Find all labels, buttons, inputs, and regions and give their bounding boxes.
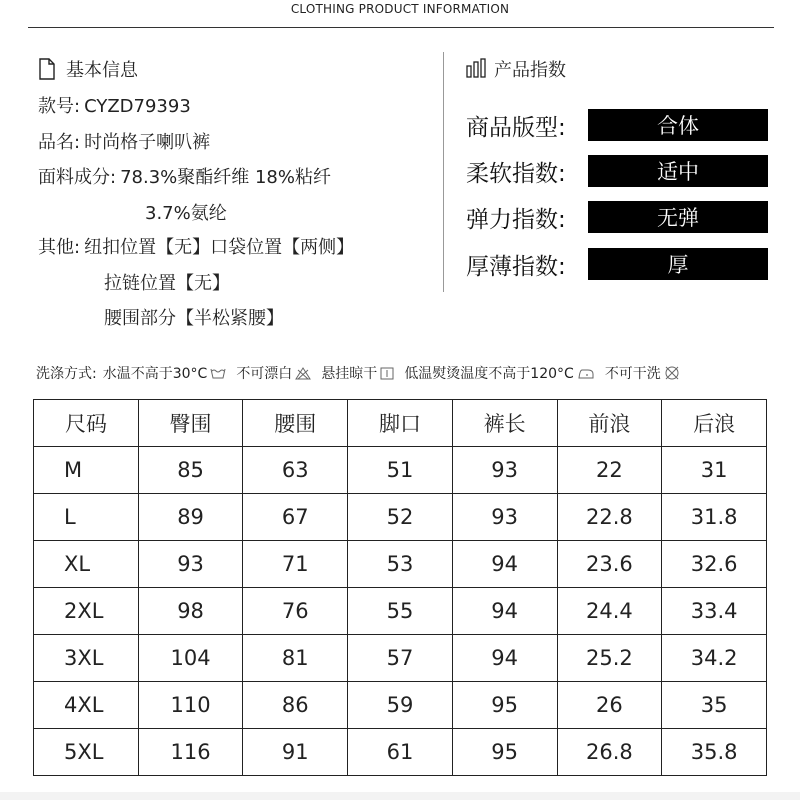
table-cell: M xyxy=(34,447,139,494)
product-index-heading xyxy=(466,55,566,83)
column-header: 脚口 xyxy=(348,400,453,447)
table-cell: 94 xyxy=(452,635,557,682)
wash-tub-icon xyxy=(210,367,226,379)
table-cell: 86 xyxy=(243,682,348,729)
table-cell: 22 xyxy=(557,447,662,494)
table-cell: 116 xyxy=(138,729,243,776)
table-cell: 71 xyxy=(243,541,348,588)
wash-label: 洗涤方式: xyxy=(36,366,97,382)
info-row-style-no: 款号: CYZD79393 xyxy=(38,96,191,117)
table-cell: 94 xyxy=(452,541,557,588)
table-cell: 57 xyxy=(348,635,453,682)
wash-item-no-bleach: 不可漂白 xyxy=(236,363,311,383)
table-cell: 33.4 xyxy=(662,588,767,635)
table-cell: 51 xyxy=(348,447,453,494)
section-divider xyxy=(443,52,444,292)
table-row xyxy=(34,447,767,494)
index-row-thickness: 厚薄指数: 厚 xyxy=(466,248,768,280)
table-cell: 5XL xyxy=(34,729,139,776)
index-row-softness: 柔软指数: 适中 xyxy=(466,155,768,187)
index-value-thickness: 厚 xyxy=(588,248,768,280)
product-index-section xyxy=(466,55,699,280)
info-row-fabric: 面料成分: 78.3%聚酯纤维 18%粘纤 xyxy=(38,167,331,188)
table-cell: 95 xyxy=(452,682,557,729)
table-cell: 89 xyxy=(138,494,243,541)
table-cell: 104 xyxy=(138,635,243,682)
table-cell: 76 xyxy=(243,588,348,635)
table-cell: 53 xyxy=(348,541,453,588)
bottom-strip xyxy=(0,792,800,800)
index-row-elasticity: 弹力指数: 无弹 xyxy=(466,201,768,233)
table-cell: 55 xyxy=(348,588,453,635)
table-cell: 93 xyxy=(138,541,243,588)
column-header: 裤长 xyxy=(452,400,557,447)
header-divider xyxy=(28,27,774,28)
table-cell: 25.2 xyxy=(557,635,662,682)
table-cell: 24.4 xyxy=(557,588,662,635)
info-row-fabric-cont: 3.7%氨纶 xyxy=(145,203,227,224)
table-cell: 67 xyxy=(243,494,348,541)
table-cell: 63 xyxy=(243,447,348,494)
info-row-name: 品名: 时尚格子喇叭裤 xyxy=(38,132,211,153)
table-row xyxy=(34,682,767,729)
wash-item-iron: 低温熨烫温度不高于120°C xyxy=(404,363,595,383)
page-title: CLOTHING PRODUCT INFORMATION xyxy=(290,2,510,16)
table-cell: 34.2 xyxy=(662,635,767,682)
table-cell: 32.6 xyxy=(662,541,767,588)
table-cell: 94 xyxy=(452,588,557,635)
column-header: 尺码 xyxy=(34,400,139,447)
table-cell: 31 xyxy=(662,447,767,494)
table-cell: L xyxy=(34,494,139,541)
index-value-softness: 适中 xyxy=(588,155,768,187)
info-row-waist: 腰围部分【半松紧腰】 xyxy=(104,308,284,329)
table-cell: XL xyxy=(34,541,139,588)
table-cell: 2XL xyxy=(34,588,139,635)
iron-icon xyxy=(577,367,595,379)
column-header: 腰围 xyxy=(243,400,348,447)
column-header: 臀围 xyxy=(138,400,243,447)
table-cell: 23.6 xyxy=(557,541,662,588)
table-cell: 22.8 xyxy=(557,494,662,541)
column-header: 前浪 xyxy=(557,400,662,447)
wash-item-water-temp: 水温不高于30°C xyxy=(103,363,227,383)
table-cell: 91 xyxy=(243,729,348,776)
wash-item-line-dry: 悬挂晾干 xyxy=(321,363,394,383)
info-row-zipper: 拉链位置【无】 xyxy=(104,273,230,294)
index-value-elasticity: 无弹 xyxy=(588,201,768,233)
wash-instructions xyxy=(36,363,690,383)
line-dry-icon xyxy=(380,367,394,380)
info-row-other: 其他: 纽扣位置【无】口袋位置【两侧】 xyxy=(38,237,355,258)
table-cell: 31.8 xyxy=(662,494,767,541)
table-cell: 95 xyxy=(452,729,557,776)
product-index-title: 产品指数 xyxy=(494,60,566,81)
table-cell: 35 xyxy=(662,682,767,729)
index-value-fit: 合体 xyxy=(588,109,768,141)
document-icon xyxy=(38,58,58,80)
table-cell: 110 xyxy=(138,682,243,729)
basic-info-section xyxy=(38,55,355,329)
table-cell: 98 xyxy=(138,588,243,635)
table-cell: 4XL xyxy=(34,682,139,729)
table-cell: 59 xyxy=(348,682,453,729)
index-row-fit: 商品版型: 合体 xyxy=(466,109,768,141)
table-cell: 26 xyxy=(557,682,662,729)
table-cell: 52 xyxy=(348,494,453,541)
table-header-row xyxy=(34,400,767,447)
wash-item-no-dry-clean: 不可干洗 xyxy=(605,363,680,383)
no-dry-clean-icon xyxy=(664,365,680,381)
table-row xyxy=(34,588,767,635)
no-bleach-icon xyxy=(295,367,311,380)
basic-info-heading xyxy=(38,55,138,83)
table-cell: 81 xyxy=(243,635,348,682)
basic-info-title: 基本信息 xyxy=(66,60,138,81)
table-cell: 26.8 xyxy=(557,729,662,776)
table-row xyxy=(34,541,767,588)
table-cell: 3XL xyxy=(34,635,139,682)
table-cell: 93 xyxy=(452,494,557,541)
table-cell: 85 xyxy=(138,447,243,494)
table-cell: 61 xyxy=(348,729,453,776)
column-header: 后浪 xyxy=(662,400,767,447)
table-row xyxy=(34,729,767,776)
table-row xyxy=(34,494,767,541)
table-row xyxy=(34,635,767,682)
size-table xyxy=(33,399,767,776)
table-cell: 93 xyxy=(452,447,557,494)
table-cell: 35.8 xyxy=(662,729,767,776)
bar-chart-icon xyxy=(466,58,486,80)
